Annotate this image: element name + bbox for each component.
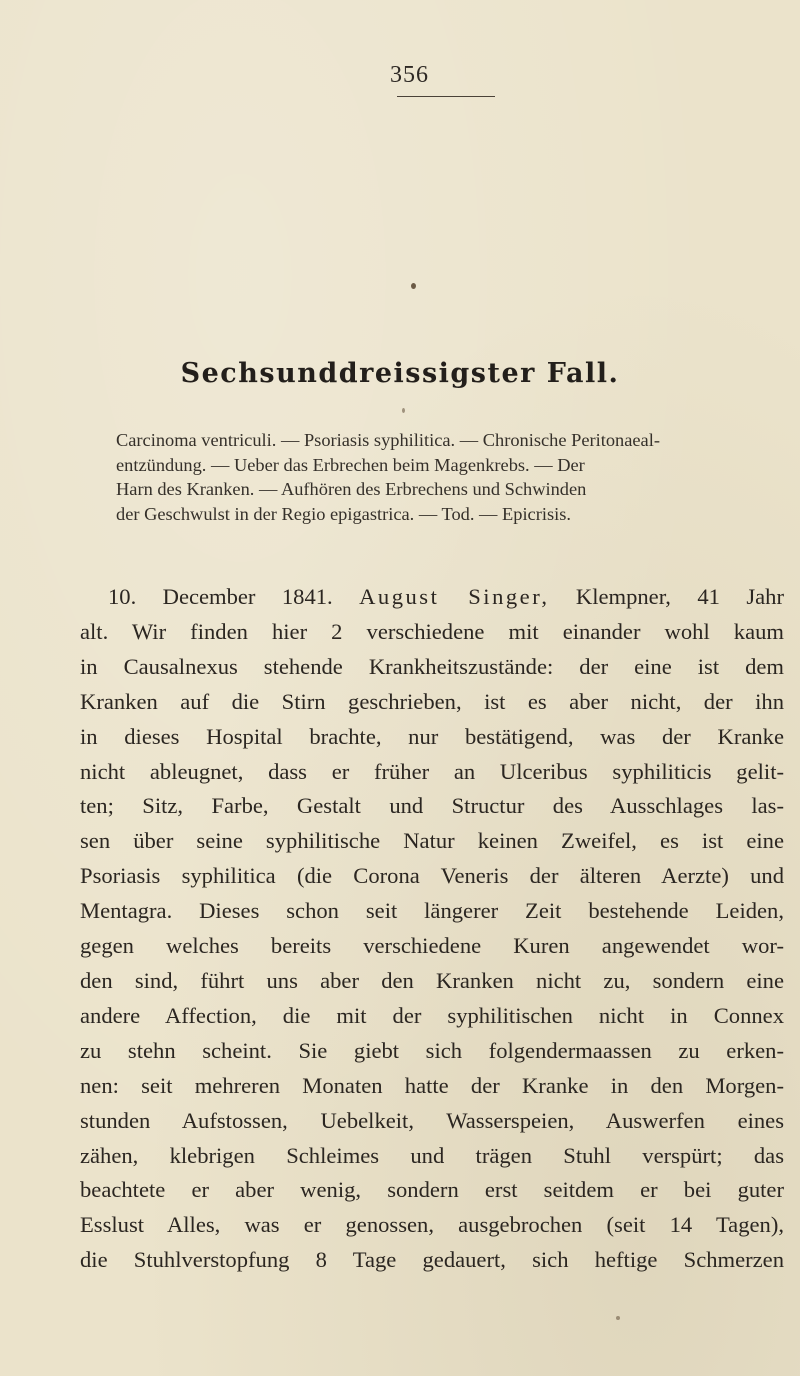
page-number-rule: [397, 96, 495, 97]
summary-line: Harn des Kranken. — Aufhören des Erbrechens und Schwinden: [116, 479, 587, 499]
body-line: gegen welches bereits verschiedene Kuren angewendet wor-: [80, 933, 784, 959]
chapter-summary: [116, 428, 784, 526]
patient-name: August Singer,: [359, 584, 550, 609]
first-line-rest: Klempner, 41 Jahr: [575, 584, 784, 609]
body-line: andere Affection, die mit der syphilitischen nicht in Connex: [80, 1002, 784, 1028]
body-text: [80, 580, 784, 1278]
body-line: Kranken auf die Stirn geschrieben, ist es aber nicht, der ihn: [80, 688, 784, 714]
summary-line: entzündung. — Ueber das Erbrechen beim Magenkrebs. — Der: [116, 454, 585, 475]
body-line: sen über seine syphilitische Natur keinen Zweifel, es ist eine: [80, 828, 784, 854]
body-line: beachtete er aber wenig, sondern erst seitdem er bei guter: [80, 1177, 784, 1203]
body-line: nen: seit mehreren Monaten hatte der Kranke in den Morgen-: [80, 1072, 784, 1098]
body-line: Mentagra. Dieses schon seit längerer Zeit bestehende Leiden,: [80, 898, 784, 924]
entry-date: 10. December 1841.: [108, 584, 333, 609]
chapter-title: Sechsunddreissigster Fall.: [180, 358, 620, 389]
body-line: Esslust Alles, was er genossen, ausgebrochen (seit 14 Tagen),: [80, 1212, 784, 1238]
body-line: alt. Wir finden hier 2 verschiedene mit einander wohl kaum: [80, 618, 784, 644]
body-line: den sind, führt uns aber den Kranken nicht zu, sondern eine: [80, 967, 784, 993]
body-line: zu stehn scheint. Sie giebt sich folgendermaassen zu erken-: [80, 1037, 784, 1063]
body-line: in dieses Hospital brachte, nur bestätigend, was der Kranke: [80, 723, 784, 749]
summary-line: der Geschwulst in der Regio epigastrica. — Tod. — Epicrisis.: [116, 503, 571, 524]
ink-speck: [402, 408, 405, 413]
body-line: zähen, klebrigen Schleimes und trägen Stuhl verspürt; das: [80, 1142, 784, 1168]
ink-speck: [411, 283, 416, 289]
body-line: Psoriasis syphilitica (die Corona Veneris der älteren Aerzte) und: [80, 863, 784, 889]
body-line: stunden Aufstossen, Uebelkeit, Wasserspeien, Auswerfen eines: [80, 1107, 784, 1133]
body-first-line: [80, 580, 784, 615]
body-line: in Causalnexus stehende Krankheitszustände: der eine ist dem: [80, 653, 784, 679]
ink-speck: [616, 1316, 620, 1320]
summary-line: Carcinoma ventriculi. — Psoriasis syphilitica. — Chronische Peritonaeal-: [116, 430, 660, 450]
body-line: ten; Sitz, Farbe, Gestalt und Structur des Ausschlages las-: [80, 793, 784, 819]
page-number: 356: [390, 62, 429, 88]
body-line: die Stuhlverstopfung 8 Tage gedauert, sich heftige Schmerzen: [80, 1247, 784, 1273]
body-line: nicht ableugnet, dass er früher an Ulceribus syphiliticis gelit-: [80, 758, 784, 784]
